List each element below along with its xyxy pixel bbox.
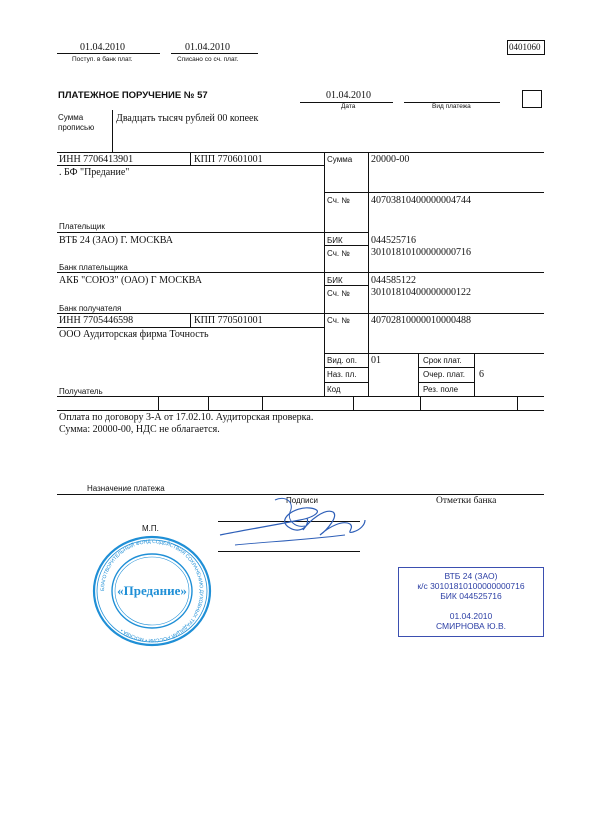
payer-kpp: КПП 770601001	[194, 154, 263, 165]
date-debited-label: Списано со сч. плат.	[177, 56, 239, 63]
bank-stamp-line-2: к/с 30101810100000000716	[417, 581, 525, 591]
payer-name: . БФ "Предание"	[59, 167, 130, 178]
sum-label: Сумма	[327, 155, 353, 164]
payer-bank-label: Банк плательщика	[59, 263, 128, 272]
payer-bank: ВТБ 24 (ЗАО) Г. МОСКВА	[59, 235, 173, 246]
payee-bank-label: Банк получателя	[59, 304, 122, 313]
bank-stamp-line-4: 01.04.2010	[449, 611, 493, 621]
ocher-label: Очер. плат.	[423, 370, 466, 379]
payment-type-label: Вид платежа	[432, 103, 471, 110]
document-date: 01.04.2010	[326, 90, 371, 101]
payee-name: ООО Аудиторская фирма Точность	[59, 329, 209, 340]
payee-corr-label: Сч. №	[327, 289, 350, 298]
ocher-value: 6	[479, 369, 484, 380]
bank-marks-label: Отметки банка	[436, 496, 497, 506]
code-label: Код	[327, 385, 341, 394]
payee-kpp: КПП 770501001	[194, 315, 263, 326]
payer-inn: ИНН 7706413901	[59, 154, 134, 165]
purpose-label: Назначение платежа	[87, 484, 165, 493]
payer-account: 40703810400000004744	[371, 195, 471, 206]
payer-label: Плательщик	[59, 222, 105, 231]
date-received: 01.04.2010	[80, 42, 125, 53]
payee-label: Получатель	[59, 387, 103, 396]
payee-bik: 044585122	[371, 275, 416, 286]
amount-words: Двадцать тысяч рублей 00 копеек	[116, 113, 259, 124]
page-title: ПЛАТЕЖНОЕ ПОРУЧЕНИЕ № 57	[58, 90, 208, 101]
bank-stamp-line-3: БИК 044525716	[440, 591, 502, 601]
payee-corr-account: 30101810400000000122	[371, 287, 471, 298]
payer-bik: 044525716	[371, 235, 416, 246]
vid-op-label: Вид. оп.	[327, 356, 357, 365]
purpose-line-2: Сумма: 20000-00, НДС не облагается.	[59, 424, 220, 435]
amount-words-label-2: прописью	[58, 123, 95, 132]
srok-label: Срок плат.	[423, 356, 462, 365]
seal-ring-text: БЛАГОТВОРИТЕЛЬНЫЙ ФОНД СОДЕЙСТВИЯ СОХРАНЕНИЮ ДУХОВНЫХ ТРАДИЦИЙ РОССИИ • МОСКВА •	[99, 538, 205, 644]
signature-scribble	[215, 490, 375, 570]
payer-corr-label: Сч. №	[327, 249, 350, 258]
bank-stamp-line-1: ВТБ 24 (ЗАО)	[444, 571, 498, 581]
payee-inn: ИНН 7705446598	[59, 315, 134, 326]
rez-label: Рез. поле	[423, 385, 459, 394]
naz-pl-label: Наз. пл.	[327, 370, 357, 379]
amount-words-label-1: Сумма	[58, 113, 84, 122]
bank-stamp	[398, 567, 544, 637]
form-code: 0401060	[509, 42, 541, 52]
document-date-label: Дата	[341, 103, 356, 110]
organization-seal	[88, 532, 216, 650]
payer-bik-label: БИК	[327, 236, 343, 245]
payee-bank: АКБ "СОЮЗ" (ОАО) Г МОСКВА	[59, 275, 202, 286]
code-box	[522, 90, 542, 108]
bank-stamp-line-5: СМИРНОВА Ю.В.	[435, 621, 507, 631]
payee-bik-label: БИК	[327, 276, 343, 285]
date-debited: 01.04.2010	[185, 42, 230, 53]
payee-account-label: Сч. №	[327, 316, 350, 325]
sum-value: 20000-00	[371, 154, 410, 165]
date-received-label: Поступ. в банк плат.	[72, 56, 133, 63]
payer-account-label: Сч. №	[327, 196, 350, 205]
seal-center-text: «Предание»	[117, 583, 187, 598]
payer-corr-account: 30101810100000000716	[371, 247, 471, 258]
payee-account: 40702810000010000488	[371, 315, 471, 326]
vid-op-value: 01	[371, 355, 381, 366]
signatures-label: Подписи	[286, 496, 318, 505]
mp-label: М.П.	[142, 524, 159, 533]
purpose-line-1: Оплата по договору 3-А от 17.02.10. Аудиторская проверка.	[59, 412, 314, 423]
